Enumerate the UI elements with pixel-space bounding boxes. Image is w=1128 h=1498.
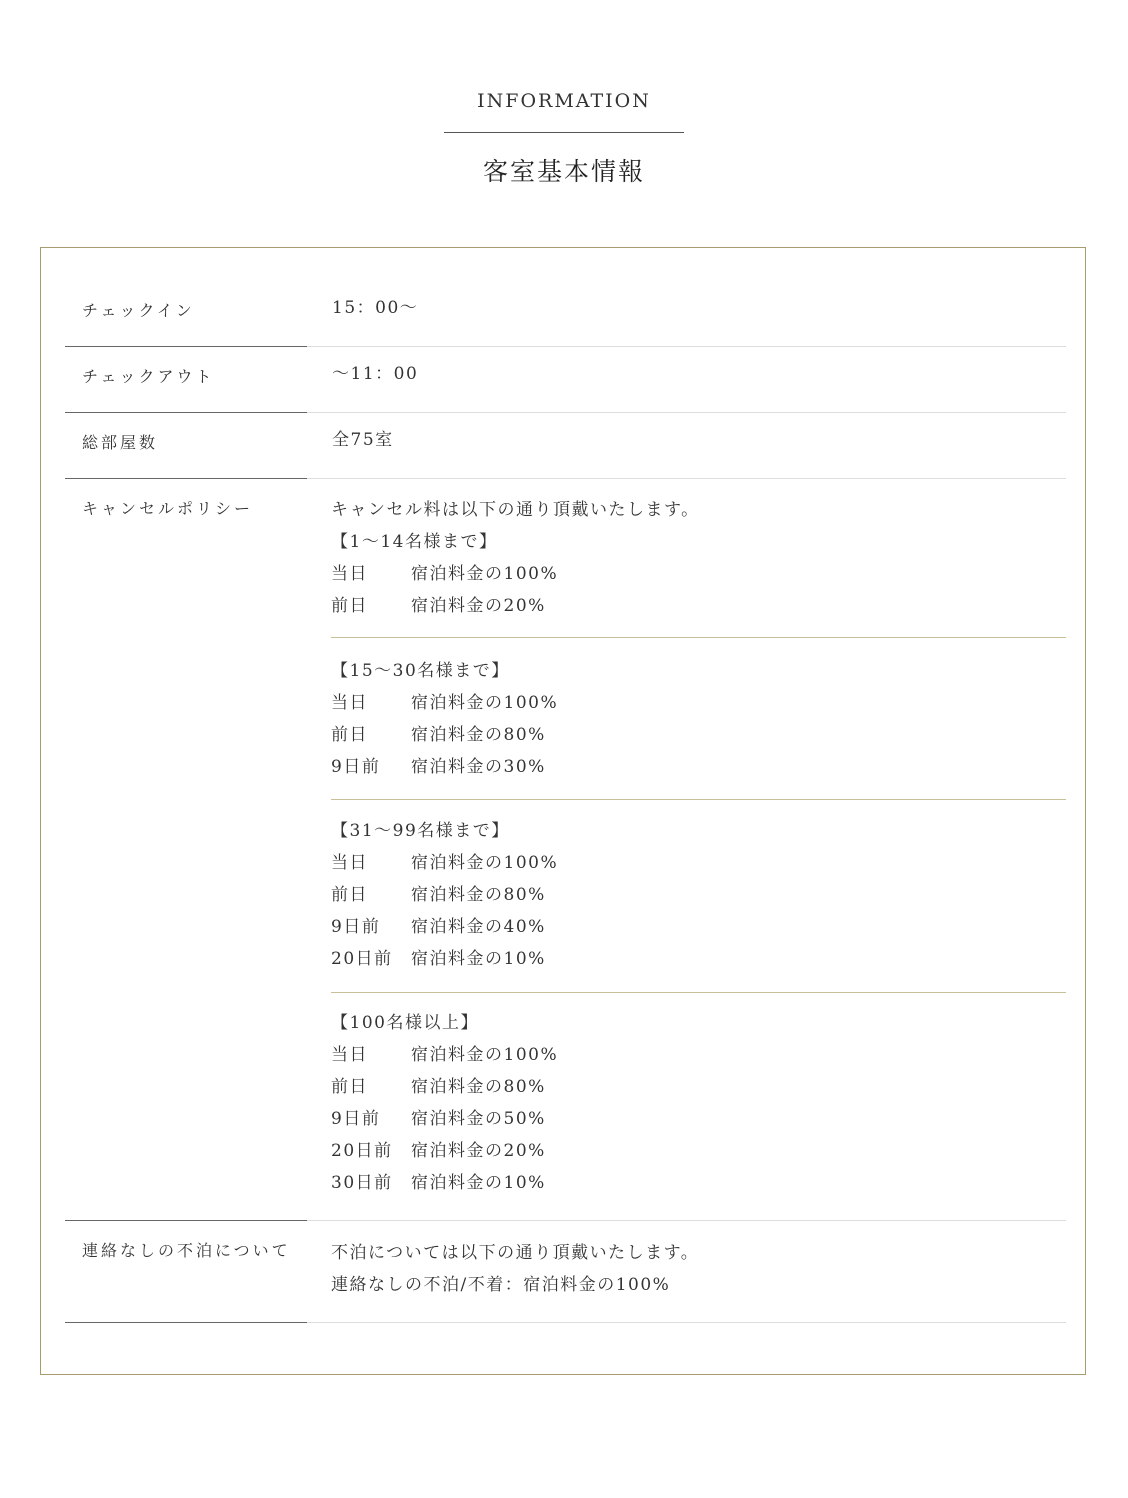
fee-day: 前日 xyxy=(331,885,368,905)
group-title: 【15～30名様まで】 xyxy=(331,661,510,681)
checkin-label: チェックイン xyxy=(82,301,195,320)
fee-day: 前日 xyxy=(331,1077,368,1097)
row-divider xyxy=(307,1322,1066,1323)
checkin-value: 15：00～ xyxy=(332,298,419,318)
row-divider xyxy=(307,412,1066,413)
row-divider xyxy=(307,478,1066,479)
fee-line xyxy=(331,1039,1066,1071)
heading-en: INFORMATION xyxy=(477,90,651,112)
fee-line xyxy=(331,1135,1066,1167)
cancel-group-1 xyxy=(331,494,1066,622)
fee-amount: 宿泊料金の20% xyxy=(411,596,546,616)
row-divider xyxy=(65,478,307,479)
fee-amount: 宿泊料金の40% xyxy=(411,917,546,937)
heading-divider xyxy=(444,132,684,133)
rooms-label: 総部屋数 xyxy=(82,433,159,452)
fee-line xyxy=(331,911,1066,943)
cancel-intro: キャンセル料は以下の通り頂戴いたします。 xyxy=(331,500,700,520)
fee-day: 9日前 xyxy=(331,757,381,777)
fee-day: 9日前 xyxy=(331,1109,381,1129)
fee-line xyxy=(331,943,1066,975)
info-panel xyxy=(40,247,1086,1375)
fee-line xyxy=(331,719,1066,751)
fee-amount: 宿泊料金の10% xyxy=(411,1173,546,1193)
fee-line xyxy=(331,1167,1066,1199)
fee-amount: 宿泊料金の100% xyxy=(411,1045,559,1065)
fee-amount: 宿泊料金の100% xyxy=(411,693,559,713)
heading-jp: 客室基本情報 xyxy=(482,157,645,186)
fee-line xyxy=(331,687,1066,719)
noshow-line-1: 不泊については以下の通り頂戴いたします。 xyxy=(331,1243,700,1263)
fee-line xyxy=(331,751,1066,783)
fee-line xyxy=(331,847,1066,879)
fee-amount: 宿泊料金の100% xyxy=(411,853,559,873)
fee-day: 30日前 xyxy=(331,1173,393,1193)
fee-line xyxy=(331,1071,1066,1103)
noshow-text xyxy=(331,1237,1066,1301)
group-title: 【31～99名様まで】 xyxy=(331,821,510,841)
fee-day: 当日 xyxy=(331,564,368,584)
row-divider xyxy=(65,346,307,347)
fee-line xyxy=(331,590,1066,622)
fee-day: 当日 xyxy=(331,693,368,713)
fee-day: 9日前 xyxy=(331,917,381,937)
group-title: 【1～14名様まで】 xyxy=(331,532,498,552)
fee-amount: 宿泊料金の80% xyxy=(411,1077,546,1097)
fee-line xyxy=(331,879,1066,911)
cancel-group-4 xyxy=(331,1007,1066,1199)
fee-line xyxy=(331,1103,1066,1135)
group-divider xyxy=(331,992,1066,993)
group-title: 【100名様以上】 xyxy=(331,1013,479,1033)
fee-amount: 宿泊料金の30% xyxy=(411,757,546,777)
group-divider xyxy=(331,799,1066,800)
fee-day: 20日前 xyxy=(331,1141,393,1161)
cancel-group-2 xyxy=(331,655,1066,783)
fee-day: 20日前 xyxy=(331,949,393,969)
checkout-label: チェックアウト xyxy=(82,367,215,386)
fee-day: 当日 xyxy=(331,853,368,873)
group-divider xyxy=(331,637,1066,638)
fee-day: 当日 xyxy=(331,1045,368,1065)
row-divider xyxy=(307,346,1066,347)
noshow-line-2: 連絡なしの不泊/不着：宿泊料金の100% xyxy=(331,1275,671,1295)
rooms-value: 全75室 xyxy=(332,430,394,450)
fee-line xyxy=(331,558,1066,590)
noshow-label: 連絡なしの不泊について xyxy=(82,1241,291,1260)
fee-amount: 宿泊料金の10% xyxy=(411,949,546,969)
fee-day: 前日 xyxy=(331,596,368,616)
row-divider xyxy=(65,1220,307,1221)
row-divider xyxy=(307,1220,1066,1221)
cancel-group-3 xyxy=(331,815,1066,975)
fee-amount: 宿泊料金の100% xyxy=(411,564,559,584)
fee-amount: 宿泊料金の50% xyxy=(411,1109,546,1129)
fee-amount: 宿泊料金の80% xyxy=(411,725,546,745)
checkout-value: ～11：00 xyxy=(332,364,419,384)
fee-amount: 宿泊料金の80% xyxy=(411,885,546,905)
fee-day: 前日 xyxy=(331,725,368,745)
row-divider xyxy=(65,1322,307,1323)
row-divider xyxy=(65,412,307,413)
fee-amount: 宿泊料金の20% xyxy=(411,1141,546,1161)
cancel-label: キャンセルポリシー xyxy=(82,499,254,518)
